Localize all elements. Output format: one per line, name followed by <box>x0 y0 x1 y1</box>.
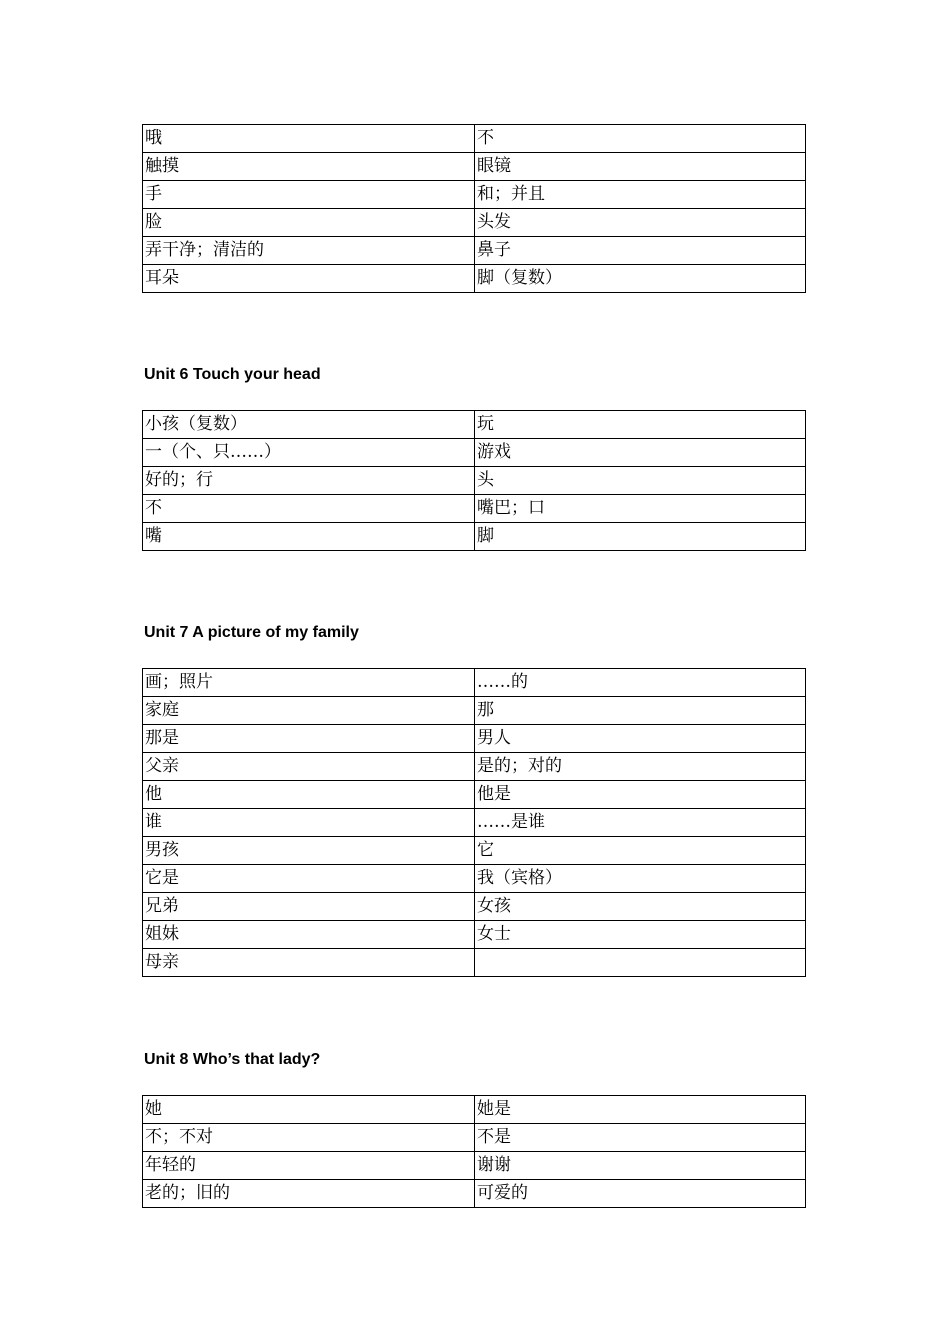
table-cell: 脚 <box>475 523 806 551</box>
table-row <box>143 697 806 725</box>
table-cell: 女孩 <box>475 893 806 921</box>
table-row <box>143 1152 806 1180</box>
table-cell: 谢谢 <box>475 1152 806 1180</box>
table-cell: 是的；对的 <box>475 753 806 781</box>
table-cell: 老的；旧的 <box>143 1180 475 1208</box>
table-cell: ……的 <box>475 669 806 697</box>
table-cell: 家庭 <box>143 697 475 725</box>
unit-6-heading: Unit 6 Touch your head <box>144 366 321 383</box>
table-cell: 眼镜 <box>475 153 806 181</box>
table-cell: 谁 <box>143 809 475 837</box>
table-cell: 我（宾格） <box>475 865 806 893</box>
table-row <box>143 669 806 697</box>
table-cell <box>475 949 806 977</box>
table-row <box>143 237 806 265</box>
table-cell: 不 <box>143 495 475 523</box>
table-row <box>143 809 806 837</box>
table-row <box>143 125 806 153</box>
table-cell: 母亲 <box>143 949 475 977</box>
table-row <box>143 439 806 467</box>
table-cell: 不 <box>475 125 806 153</box>
table-row <box>143 1180 806 1208</box>
table-cell: 女士 <box>475 921 806 949</box>
table-cell: 弄干净；清洁的 <box>143 237 475 265</box>
table-cell: 鼻子 <box>475 237 806 265</box>
table-row <box>143 921 806 949</box>
table-cell: ……是谁 <box>475 809 806 837</box>
table-cell: 脸 <box>143 209 475 237</box>
table-row <box>143 725 806 753</box>
table-cell: 不是 <box>475 1124 806 1152</box>
table-cell: 它是 <box>143 865 475 893</box>
table-row <box>143 893 806 921</box>
table-row <box>143 753 806 781</box>
table-cell: 他是 <box>475 781 806 809</box>
table-row <box>143 265 806 293</box>
table-row <box>143 781 806 809</box>
table-cell: 嘴巴；口 <box>475 495 806 523</box>
table-cell: 脚（复数） <box>475 265 806 293</box>
table-cell: 玩 <box>475 411 806 439</box>
table-cell: 她是 <box>475 1096 806 1124</box>
table-cell: 它 <box>475 837 806 865</box>
table-cell: 手 <box>143 181 475 209</box>
table-cell: 男孩 <box>143 837 475 865</box>
table-cell: 头 <box>475 467 806 495</box>
table-cell: 父亲 <box>143 753 475 781</box>
vocab-table-unit-5 <box>142 124 806 293</box>
table-cell: 小孩（复数） <box>143 411 475 439</box>
table-row <box>143 523 806 551</box>
table-cell: 嘴 <box>143 523 475 551</box>
table-cell: 耳朵 <box>143 265 475 293</box>
table-row <box>143 837 806 865</box>
vocab-table-unit-7 <box>142 668 806 977</box>
table-row <box>143 1124 806 1152</box>
table-cell: 年轻的 <box>143 1152 475 1180</box>
table-cell: 不；不对 <box>143 1124 475 1152</box>
table-cell: 那是 <box>143 725 475 753</box>
table-cell: 和；并且 <box>475 181 806 209</box>
table-cell: 她 <box>143 1096 475 1124</box>
table-cell: 兄弟 <box>143 893 475 921</box>
table-cell: 画；照片 <box>143 669 475 697</box>
table-cell: 他 <box>143 781 475 809</box>
table-cell: 触摸 <box>143 153 475 181</box>
table-cell: 男人 <box>475 725 806 753</box>
table-cell: 哦 <box>143 125 475 153</box>
table-row <box>143 467 806 495</box>
table-cell: 游戏 <box>475 439 806 467</box>
table-cell: 那 <box>475 697 806 725</box>
table-cell: 好的；行 <box>143 467 475 495</box>
table-row <box>143 181 806 209</box>
table-row <box>143 411 806 439</box>
table-row <box>143 495 806 523</box>
table-cell: 一（个、只……） <box>143 439 475 467</box>
table-row <box>143 153 806 181</box>
vocab-table-unit-6 <box>142 410 806 551</box>
unit-8-heading: Unit 8 Who’s that lady? <box>144 1051 321 1068</box>
table-row <box>143 1096 806 1124</box>
vocab-table-unit-8 <box>142 1095 806 1208</box>
table-row <box>143 949 806 977</box>
table-cell: 头发 <box>475 209 806 237</box>
unit-7-heading: Unit 7 A picture of my family <box>144 624 359 641</box>
table-row <box>143 865 806 893</box>
table-cell: 姐妹 <box>143 921 475 949</box>
table-cell: 可爱的 <box>475 1180 806 1208</box>
table-row <box>143 209 806 237</box>
